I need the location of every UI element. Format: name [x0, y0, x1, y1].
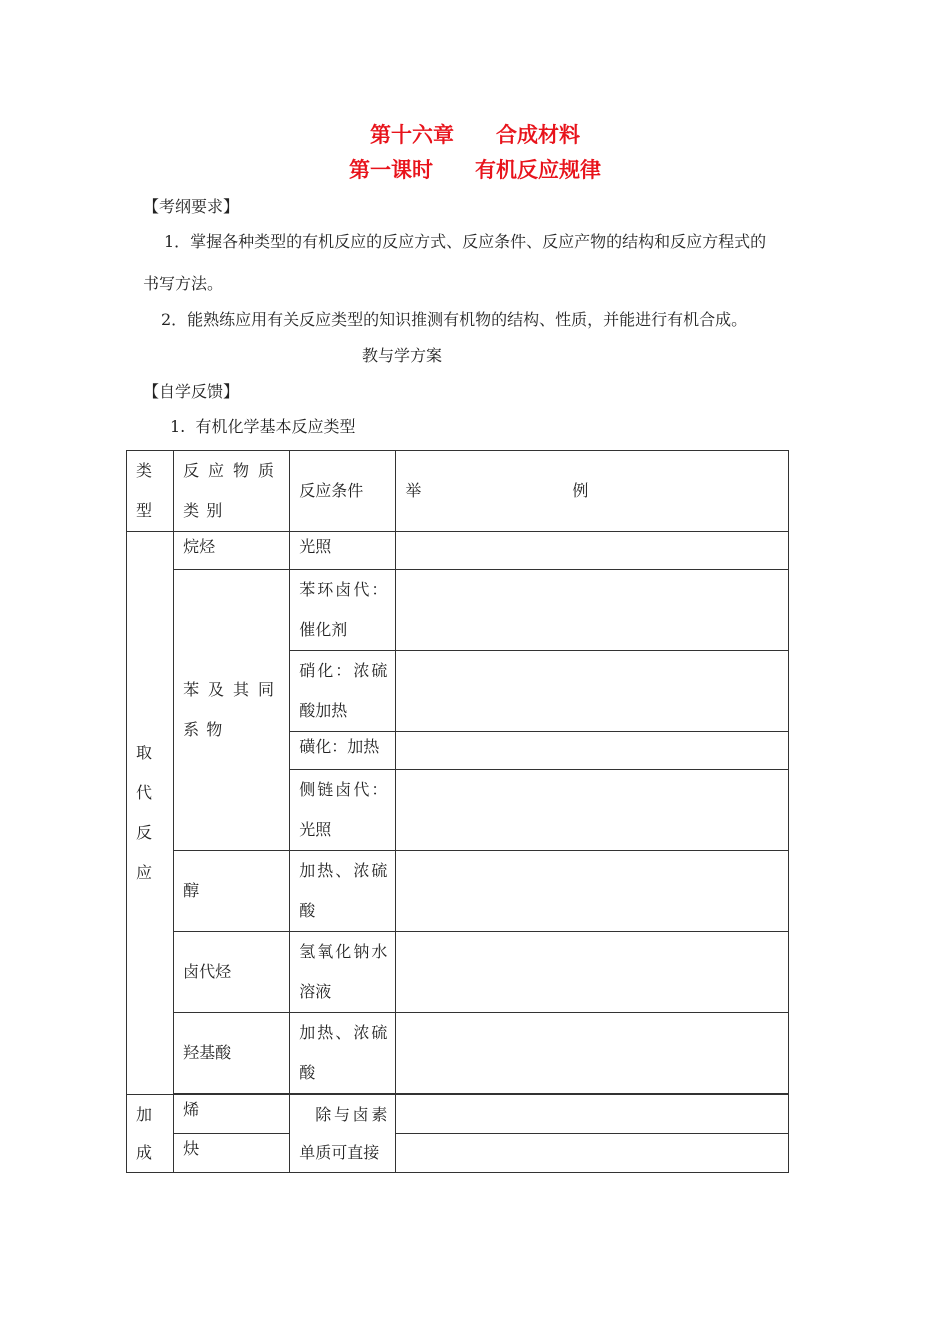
header-example-a: 举	[405, 481, 422, 500]
example-cell[interactable]	[396, 532, 789, 570]
condition-cell	[290, 570, 396, 651]
example-cell[interactable]	[396, 570, 789, 651]
reactant-haloalkane: 卤代烃	[183, 962, 232, 981]
reactant-cell	[174, 932, 290, 1013]
chapter-title: 第十六章 合成材料	[370, 123, 580, 147]
table-row	[127, 1134, 789, 1173]
table-row	[127, 570, 789, 651]
condition-cell	[290, 1013, 396, 1094]
substitution-label-cell	[127, 532, 174, 1095]
example-cell[interactable]	[396, 1095, 789, 1134]
table-header-row	[127, 451, 789, 532]
example-cell[interactable]	[396, 651, 789, 732]
header-type-cell	[127, 451, 174, 532]
condition-cell	[290, 532, 396, 570]
header-type: 类型	[136, 461, 153, 520]
header-reactant: 反应物质类别	[183, 461, 282, 520]
reactant-alkane: 烷烃	[183, 537, 216, 556]
condition-side-chain: 侧链卤代：光照	[299, 780, 388, 839]
condition-cell	[290, 851, 396, 932]
header-condition: 反应条件	[299, 481, 364, 500]
condition-sulfonation: 磺化：加热	[299, 737, 380, 756]
reactant-cell	[174, 1134, 290, 1173]
example-cell[interactable]	[396, 770, 789, 851]
reactant-alkene: 烯	[183, 1100, 200, 1119]
condition-light: 光照	[299, 537, 332, 556]
example-cell[interactable]	[396, 932, 789, 1013]
reactant-alkyne: 炔	[183, 1139, 200, 1158]
condition-nitration: 硝化：浓硫酸加热	[299, 661, 388, 720]
self-study-heading: 【自学反馈】	[143, 382, 240, 401]
table-row	[127, 1095, 789, 1134]
example-cell[interactable]	[396, 732, 789, 770]
example-cell[interactable]	[396, 851, 789, 932]
reactant-cell	[174, 532, 290, 570]
substitution-label: 取代反应	[136, 743, 153, 882]
header-example-cell	[396, 451, 789, 532]
syllabus-item-1-line-2: 书写方法。	[143, 274, 224, 293]
self-study-item-1: 1. 有机化学基本反应类型	[170, 417, 356, 436]
syllabus-heading: 【考纲要求】	[143, 197, 240, 216]
condition-cell	[290, 1095, 396, 1173]
reactant-cell	[174, 1095, 290, 1134]
condition-benzene-halogen: 苯环卤代：催化剂	[299, 580, 388, 639]
condition-cell	[290, 732, 396, 770]
header-reactant-cell	[174, 451, 290, 532]
reactant-hydroxy-acid: 羟基酸	[183, 1043, 232, 1062]
example-cell[interactable]	[396, 1134, 789, 1173]
condition-cell	[290, 651, 396, 732]
reactant-alcohol: 醇	[183, 881, 200, 900]
condition-alcohol: 加热、浓硫酸	[299, 861, 388, 920]
table-row	[127, 851, 789, 932]
addition-label: 加成	[136, 1105, 153, 1162]
reaction-types-table	[126, 450, 789, 1173]
table-row	[127, 932, 789, 1013]
header-example-b: 例	[572, 481, 589, 500]
header-condition-cell	[290, 451, 396, 532]
syllabus-item-2: 2．能熟练应用有关反应类型的知识推测有机物的结构、性质，并能进行有机合成。	[161, 310, 748, 329]
condition-haloalkane: 氢氧化钠水溶液	[299, 942, 388, 1001]
reactant-cell	[174, 570, 290, 851]
lesson-title: 第一课时 有机反应规律	[349, 158, 601, 182]
condition-hydroxy-acid: 加热、浓硫酸	[299, 1023, 388, 1082]
reactant-cell	[174, 1013, 290, 1094]
condition-cell	[290, 932, 396, 1013]
plan-heading: 教与学方案	[362, 346, 443, 365]
table-row	[127, 532, 789, 570]
addition-label-cell	[127, 1095, 174, 1173]
example-cell[interactable]	[396, 1013, 789, 1094]
syllabus-item-1-line-1: 1．掌握各种类型的有机反应的反应方式、反应条件、反应产物的结构和反应方程式的	[164, 232, 767, 251]
condition-cell	[290, 770, 396, 851]
condition-addition: 除与卤素单质可直接	[299, 1105, 388, 1162]
table-row	[127, 1013, 789, 1094]
reactant-benzene: 苯及其同系物	[183, 680, 282, 739]
reactant-cell	[174, 851, 290, 932]
